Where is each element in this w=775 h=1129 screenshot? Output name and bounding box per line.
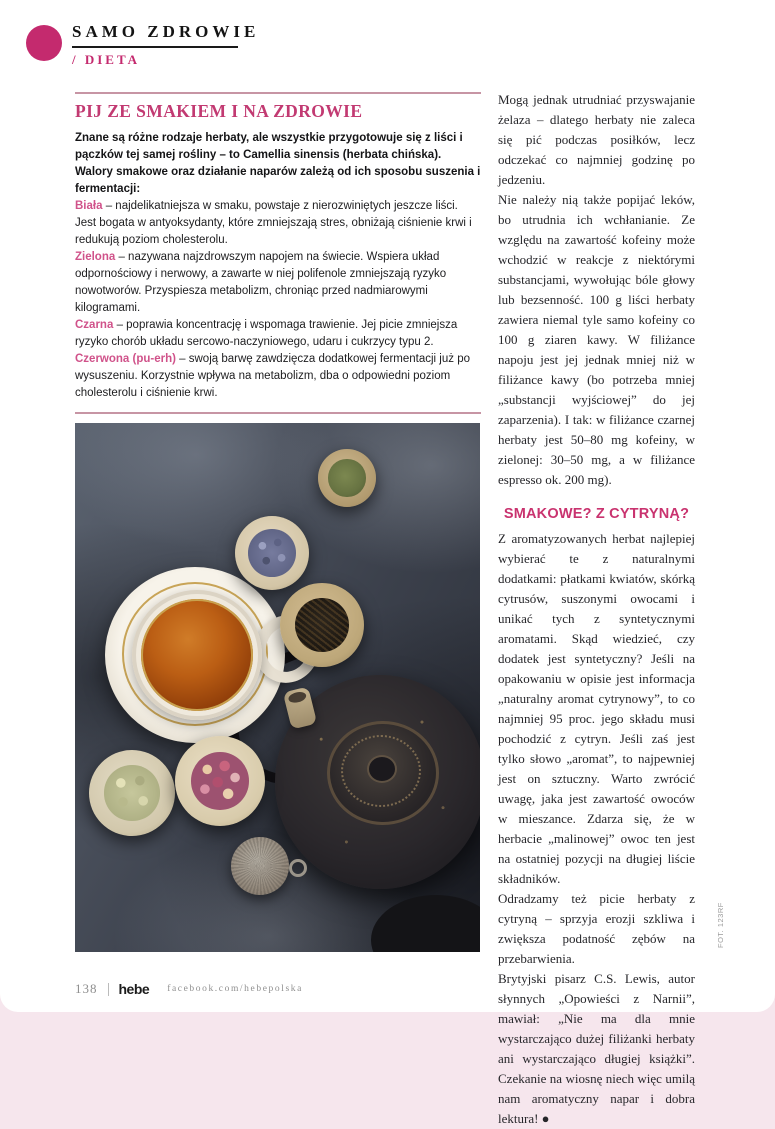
page-number: 138 — [75, 981, 98, 996]
tea-type-text: – swoją barwę zawdzięcza dodatkowej fermentacji już po wysuszeniu. Korzystnie wpływa na metabolizm, dba o odpowiedni poziom cholesterolu i ciśnienie krwi. — [75, 353, 470, 399]
article-body — [75, 130, 481, 402]
tea-strainer — [231, 837, 289, 895]
dark-tray — [371, 895, 480, 952]
subheading-smakowe: SMAKOWE? Z CYTRYNĄ? — [503, 506, 690, 522]
tea-type-biala — [75, 198, 481, 249]
tea-type-name: Zielona — [75, 251, 116, 263]
tea-type-zielona — [75, 249, 481, 317]
tea-type-name: Biała — [75, 200, 103, 212]
tea-type-text: – nazywana najzdrowszym napojem na świecie. Wspiera układ odpornościowy i nerwowy, a zawarte w niej polifenole zmniejszają ryzyko nowotworów. Przyspiesza metabolizm, chroniąc przed nadmiarowymi kilogramami. — [75, 251, 447, 314]
tea-type-text: – najdelikatniejsza w smaku, powstaje z nierozwiniętych jeszcze liści. Jest bogata w antyoksydanty, które zmniejszają stres, obniżają ciśnienie krwi i redukują poziom cholesterolu. — [75, 200, 472, 246]
tea-type-text: – poprawia koncentrację i wspomaga trawienie. Jej picie zmniejsza ryzyko chorób układu sercowo-naczyniowego, udaru i cukrzycy typu 2. — [75, 319, 458, 348]
footer-facebook-url: facebook.com/hebepolska — [167, 984, 303, 994]
green-tea-bowl — [318, 449, 376, 507]
tea-liquid — [141, 599, 253, 711]
black-tea-bowl — [280, 583, 364, 667]
brand-dot-icon — [26, 25, 62, 61]
paragraph: Nie należy nią także popijać leków, bo utrudnia ich wchłanianie. Ze względu na zawartość kofeiny może wchodzić w reakcje z niektórymi substancjami, wywołując bóle głowy lub bezsenność. 100 g liści herbaty zawiera niemal tyle samo kofeiny co 100 g ziaren kawy. W filiżance napoju jest jej jednak mniej niż w filiżance kawy (bo potrzeba mniej „substancji wyjściowej” do jej zaparzenia). I tak: w filiżance czarnej herbaty jest 50–80 mg kofeiny, w zielonej: 30–50 mg, a w filiżance espresso ok. 200 mg). — [498, 192, 695, 487]
tea-type-name: Czarna — [75, 319, 114, 331]
rose-buds-bowl — [175, 736, 265, 826]
article-intro: Znane są różne rodzaje herbaty, ale wszystkie przygotowuje się z liści i pączków tej samej rośliny – to Camellia sinensis (herbata chińska). Walory smakowe oraz działanie naparów zależą od ich sposobu suszenia i fermentacji: — [75, 132, 481, 195]
section-underline — [72, 46, 238, 48]
lavender-bowl — [235, 516, 309, 590]
tea-photo — [75, 423, 480, 952]
tea-type-czerwona — [75, 351, 481, 402]
dried-herbs-bowl — [89, 750, 175, 836]
article-title: PIJ ZE SMAKIEM I NA ZDROWIE — [75, 101, 363, 121]
article-rule-top — [75, 92, 481, 94]
article-rule-bottom — [75, 412, 481, 414]
strainer-ring — [289, 859, 307, 877]
teapot-knob — [367, 755, 397, 783]
photo-credit: FOT. 123RF — [716, 902, 725, 948]
paragraph: Odradzamy też picie herbaty z cytryną – sprzyja erozji szkliwa i zwiększa podatność zębów na przebarwienia. — [498, 891, 695, 966]
tea-type-czarna — [75, 317, 481, 351]
page-footer — [75, 981, 303, 997]
footer-divider — [108, 983, 109, 996]
paragraph: Mogą jednak utrudniać przyswajanie żelaza – dlatego herbaty nie zaleca się pić podczas posiłków, lecz odczekać co najmniej godzinę po jedzeniu. — [498, 92, 695, 187]
paragraph: Brytyjski pisarz C.S. Lewis, autor słynnych „Opowieści z Narnii”, mawiał: „Nie ma dla mnie wystarczająco dużej filiżanki herbaty ani wystarczająco długiej książki”. Czekanie na wiosnę niech więc umilą nam aromatyczny napar i dobra lektura! ● — [498, 971, 695, 1126]
tea-cup — [132, 590, 262, 720]
tea-type-name: Czerwona (pu-erh) — [75, 353, 176, 365]
section-title: SAMO ZDROWIE — [72, 22, 260, 41]
right-column — [498, 90, 695, 1129]
subsection-label: / DIETA — [72, 52, 141, 67]
paragraph: Z aromatyzowanych herbat najlepiej wybierać te z naturalnymi dodatkami: płatkami kwiatów, skórką cytrusów, suszonymi owocami i unikać tych z syntetycznymi aromatami. Skąd wiedzieć, czy dodatek jest syntetyczny? Jeśli na opakowaniu w opisie jest informacja „naturalny aromat cytrynowy”, to co najmniej 95 proc. jego składu musi pochodzić z cytryn. Jeśli zaś jest tylko słowo „aromat”, to najpewniej jest on sztuczny. Warto zwrócić uwagę, jaka jest zawartość owoców w mieszance. Zdarza się, że w herbacie „malinowej” owoc ten jest na ostatniej pozycji na długiej liście składników. — [498, 531, 695, 886]
footer-brand-logo: hebe — [118, 981, 150, 997]
article-block — [75, 92, 481, 414]
